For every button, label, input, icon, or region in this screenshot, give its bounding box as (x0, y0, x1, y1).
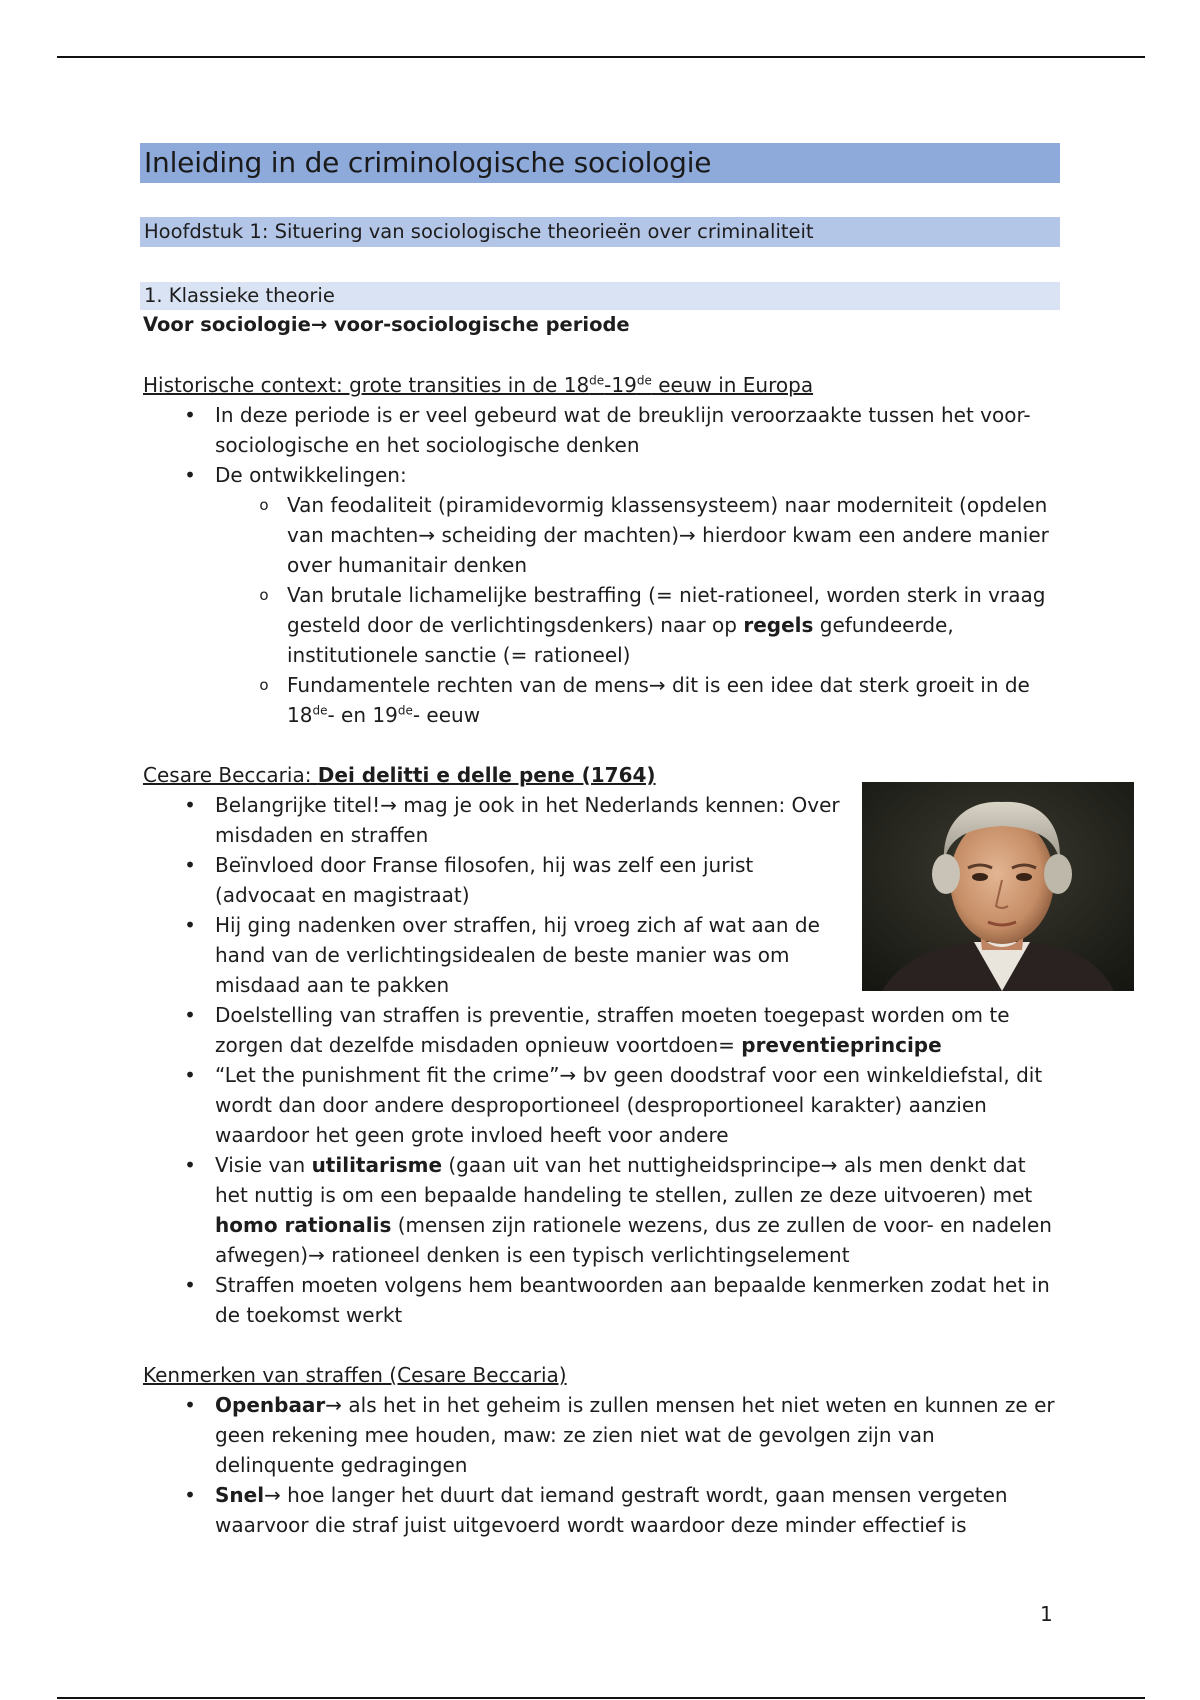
footer-rule (57, 1697, 1145, 1699)
list-item: • Beïnvloed door Franse filosofen, hij was zelf een jurist (advocaat en magistraat) (140, 850, 855, 910)
sub-bullet-marker: o (259, 496, 269, 514)
sub-bullet-marker: o (259, 586, 269, 604)
beccaria-heading: Cesare Beccaria: Dei delitti e delle pene (1764) (143, 763, 656, 787)
sub-list-item: o Van brutale lichamelijke bestraffing (= niet-rationeel, worden sterk in vraag gesteld door de verlichtingsdenkers) naar op regels gefundeerde, institutionele sanctie (= rationeel) (215, 580, 1060, 670)
list-item: • Straffen moeten volgens hem beantwoorden aan bepaalde kenmerken zodat het in de toekomst werkt (140, 1270, 1060, 1330)
list-item: • Belangrijke titel!→ mag je ook in het Nederlands kennen: Over misdaden en straffen (140, 790, 855, 850)
bullet-marker: • (184, 1393, 196, 1417)
list-item: • “Let the punishment fit the crime”→ bv geen doodstraf voor een winkeldiefstal, dit wordt dan door andere desproportioneel (desproportioneel karakter) aanzien waardoor het geen grote invloed heeft voor andere (140, 1060, 1060, 1150)
kenmerken-heading: Kenmerken van straffen (Cesare Beccaria) (143, 1363, 567, 1387)
chapter-heading: Hoofdstuk 1: Situering van sociologische theorieën over criminaliteit (140, 217, 1060, 247)
sub-list-item: o Fundamentele rechten van de mens→ dit is een idee dat sterk groeit in de 18de- en 19de- eeuw (215, 670, 1060, 730)
header-rule (57, 56, 1145, 58)
bullet-marker: • (184, 793, 196, 817)
bullet-marker: • (184, 1063, 196, 1087)
bullet-marker: • (184, 463, 196, 487)
list-item: • Openbaar→ als het in het geheim is zullen mensen het niet weten en kunnen ze er geen rekening mee houden, maw: ze zien niet wat de gevolgen zijn van delinquente gedragingen (140, 1390, 1060, 1480)
sub-bullet-marker: o (259, 676, 269, 694)
list-item: • De ontwikkelingen: o Van feodaliteit (piramidevormig klassensysteem) naar moderniteit (opdelen van machten→ scheiding der machten)→ hierdoor kwam een andere manier over humanitair denken o Van brutale lichamelijke bestraffing (= niet-rationeel, worden sterk in vraag gesteld door de verlichtingsdenkers) naar op regels gefundeerde, institutionele sanctie (= rationeel) o Fundamentele rechten van de mens→ dit is een idee dat sterk groeit in de 18de- en 19de- eeuw (140, 460, 1060, 730)
list-item: • Doelstelling van straffen is preventie, straffen moeten toegepast worden om te zorgen dat dezelfde misdaden opnieuw voortdoen= preventieprincipe (140, 1000, 1060, 1060)
subheading: Voor sociologie→ voor-sociologische periode (143, 313, 630, 336)
list-item: • Hij ging nadenken over straffen, hij vroeg zich af wat aan de hand van de verlichtingsidealen de beste manier was om misdaad aan te pakken (140, 910, 855, 1000)
document-title: Inleiding in de criminologische sociologie (140, 143, 1060, 183)
historical-context-heading: Historische context: grote transities in de 18de-19de eeuw in Europa (143, 373, 814, 397)
bullet-marker: • (184, 913, 196, 937)
historical-context-list (140, 400, 1060, 730)
sub-list-item: o Van feodaliteit (piramidevormig klassensysteem) naar moderniteit (opdelen van machten→ scheiding der machten)→ hierdoor kwam een andere manier over humanitair denken (215, 490, 1060, 580)
list-item: • Snel→ hoe langer het duurt dat iemand gestraft wordt, gaan mensen vergeten waarvoor die straf juist uitgevoerd wordt waardoor deze minder effectief is (140, 1480, 1060, 1540)
list-item: • Visie van utilitarisme (gaan uit van het nuttigheidsprincipe→ als men denkt dat het nuttig is om een bepaalde handeling te stellen, zullen ze deze uitvoeren) met homo rationalis (mensen zijn rationele wezens, dus ze zullen de voor- en nadelen afwegen)→ rationeel denken is een typisch verlichtingselement (140, 1150, 1060, 1270)
section-heading: 1. Klassieke theorie (140, 282, 1060, 310)
bullet-marker: • (184, 403, 196, 427)
developments-sublist (215, 490, 1060, 730)
beccaria-portrait-image (862, 782, 1134, 991)
bullet-marker: • (184, 1273, 196, 1297)
bullet-marker: • (184, 1003, 196, 1027)
kenmerken-list (140, 1390, 1060, 1540)
list-item: • In deze periode is er veel gebeurd wat de breuklijn veroorzaakte tussen het voor-sociologische en het sociologische denken (140, 400, 1060, 460)
bullet-marker: • (184, 1153, 196, 1177)
bullet-marker: • (184, 853, 196, 877)
portrait-drawing (862, 782, 1134, 991)
page-number: 1 (1040, 1602, 1053, 1626)
bullet-marker: • (184, 1483, 196, 1507)
